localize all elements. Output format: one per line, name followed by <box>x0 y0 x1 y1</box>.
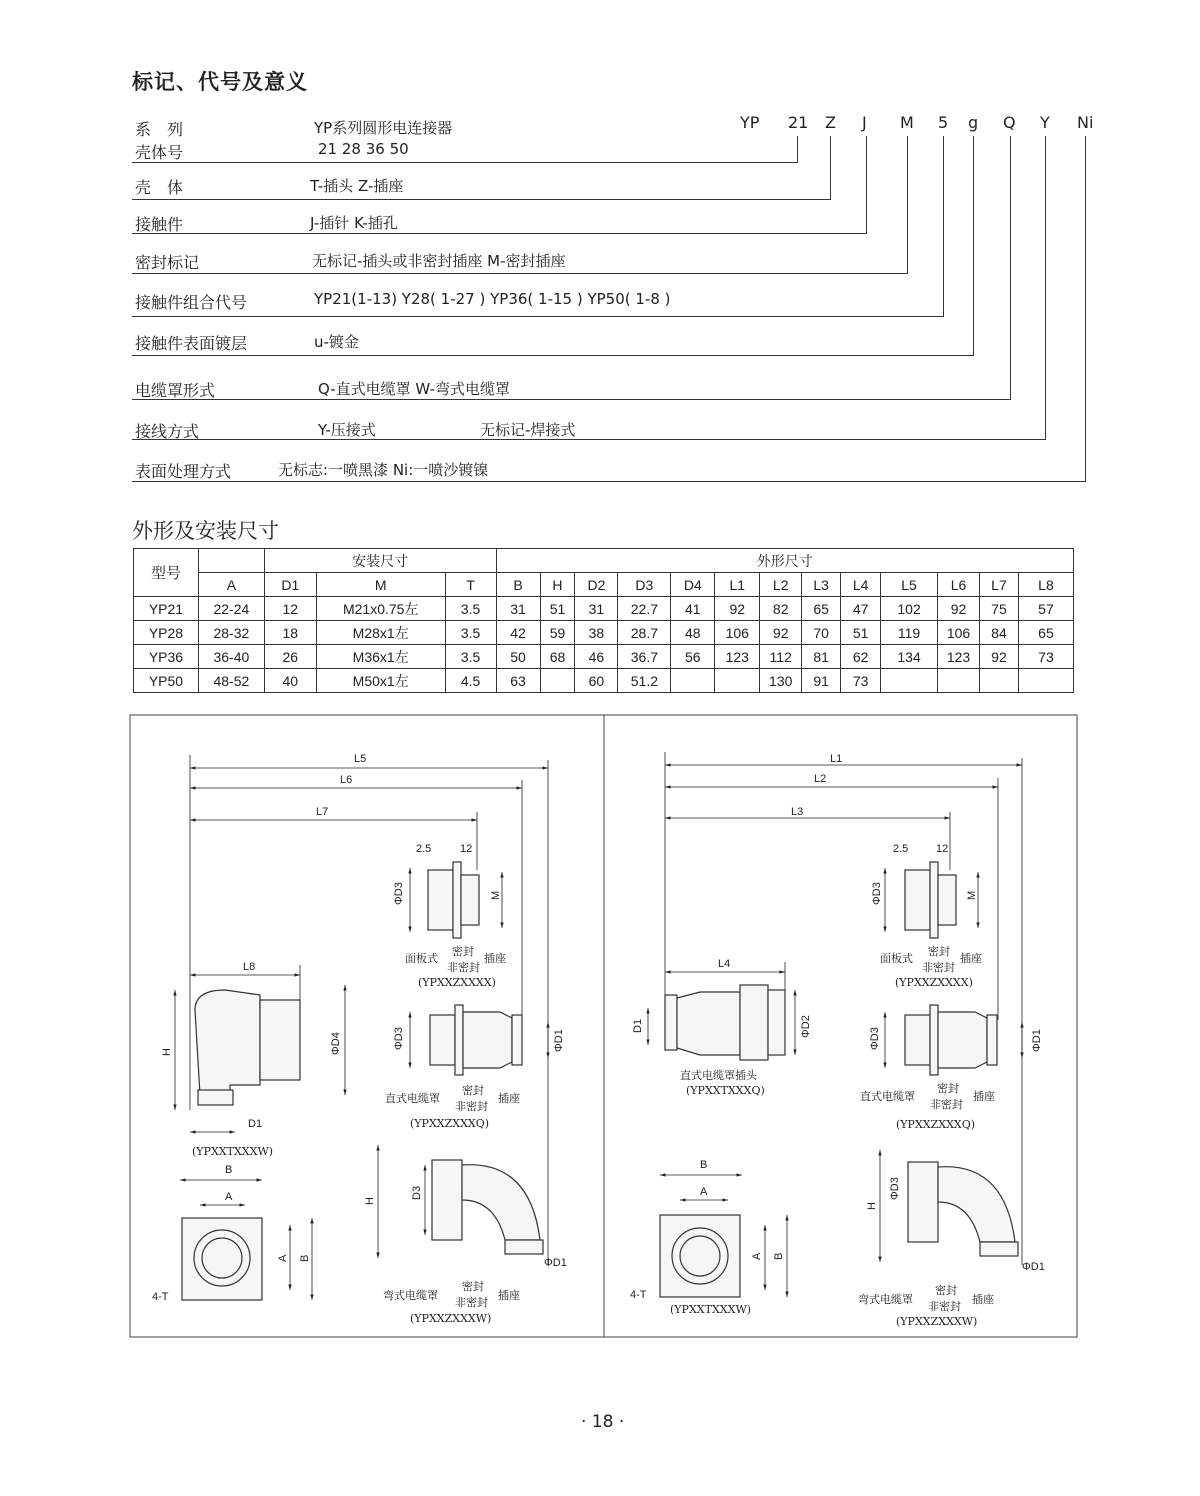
row-label: 壳 体 <box>135 178 184 197</box>
table-cell: 123 <box>938 645 980 669</box>
row-desc: 21 28 36 50 <box>318 140 409 158</box>
caption: 插座 <box>972 1293 994 1306</box>
dim-d3: ΦD3 <box>393 882 405 905</box>
column-header: L8 <box>1018 573 1073 597</box>
table-cell: 36-40 <box>198 645 264 669</box>
column-header: H <box>540 573 575 597</box>
table-cell: 28.7 <box>618 621 671 645</box>
caption: 面板式 <box>405 952 438 965</box>
row-desc: YP系列圆形电连接器 <box>314 119 453 137</box>
row-desc: J-插针 K-插孔 <box>310 214 398 232</box>
column-header: L3 <box>802 573 841 597</box>
table-cell: 48 <box>671 621 715 645</box>
dim-a: A <box>225 1191 233 1203</box>
table-cell: 106 <box>715 621 760 645</box>
table-cell: 63 <box>496 669 540 693</box>
caption: 密封 <box>928 945 950 958</box>
table-cell: 40 <box>264 669 316 693</box>
table-cell: 59 <box>540 621 575 645</box>
table-cell: 92 <box>760 621 802 645</box>
table-cell: YP36 <box>134 645 199 669</box>
caption: 非密封 <box>455 1296 488 1309</box>
column-header: B <box>496 573 540 597</box>
caption: 弯式电缆罩 <box>858 1293 913 1306</box>
code-body: Z <box>825 113 836 132</box>
dim-b: B <box>299 1254 311 1262</box>
dim-d1: ΦD1 <box>553 1029 565 1052</box>
dim-b: B <box>700 1159 708 1171</box>
column-header: L1 <box>715 573 760 597</box>
column-header: D3 <box>618 573 671 597</box>
table-cell: 31 <box>496 597 540 621</box>
column-header: D1 <box>264 573 316 597</box>
dim-d4: ΦD4 <box>330 1032 342 1055</box>
dim-d1: ΦD1 <box>1022 1261 1045 1273</box>
code-wiring: Y <box>1040 113 1050 132</box>
table-cell: M36x1左 <box>316 645 445 669</box>
table-cell: 91 <box>802 669 841 693</box>
table-cell: 38 <box>575 621 618 645</box>
row-desc: Q-直式电缆罩 W-弯式电缆罩 <box>318 380 511 398</box>
table-cell: 92 <box>979 645 1018 669</box>
caption: 直式电缆罩 <box>385 1092 440 1105</box>
row-label: 壳体号 <box>135 143 184 162</box>
left-connector-shapes <box>182 862 543 1300</box>
dim-d3: ΦD3 <box>889 1177 901 1200</box>
caption: (YPXXZXXXW) <box>896 1315 978 1328</box>
dim-l6: L6 <box>340 774 353 786</box>
dim-d2: ΦD2 <box>800 1015 812 1038</box>
table-cell: 28-32 <box>198 621 264 645</box>
caption: 面板式 <box>880 952 913 965</box>
caption: 弯式电缆罩 <box>383 1289 438 1302</box>
table-cell: M21x0.75左 <box>316 597 445 621</box>
column-header: A <box>198 573 264 597</box>
table-cell: 75 <box>979 597 1018 621</box>
table-cell: 119 <box>881 621 938 645</box>
row-label: 接触件表面镀层 <box>135 334 248 353</box>
table-cell: M28x1左 <box>316 621 445 645</box>
table-cell: 65 <box>802 597 841 621</box>
column-header: L7 <box>979 573 1018 597</box>
caption: 密封 <box>462 1084 484 1097</box>
table-cell: 51 <box>841 621 881 645</box>
table-cell: 92 <box>938 597 980 621</box>
caption: (YPXXZXXXX) <box>418 976 496 989</box>
table-cell: 57 <box>1018 597 1073 621</box>
caption: (YPXXZXXXQ) <box>896 1118 976 1131</box>
column-header: L6 <box>938 573 980 597</box>
column-header: M <box>316 573 445 597</box>
table-cell: 81 <box>802 645 841 669</box>
row-desc: 无标记-插头或非密封插座 M-密封插座 <box>312 252 566 270</box>
table-cell: 102 <box>881 597 938 621</box>
code-plating: g <box>968 113 979 132</box>
table-cell: 51.2 <box>618 669 671 693</box>
table-cell: 3.5 <box>445 645 496 669</box>
caption: 密封 <box>452 945 474 958</box>
table-cell: 70 <box>802 621 841 645</box>
row-label: 接触件 <box>135 215 184 234</box>
section-title: 外形及安装尺寸 <box>132 519 279 543</box>
dim-12: 12 <box>936 843 949 855</box>
dim-d1: ΦD1 <box>544 1257 567 1269</box>
caption: 密封 <box>462 1280 484 1293</box>
column-header: D4 <box>671 573 715 597</box>
dim-m: M <box>490 890 502 900</box>
table-cell: 112 <box>760 645 802 669</box>
table-cell: 82 <box>760 597 802 621</box>
table-cell: 56 <box>671 645 715 669</box>
row-label: 表面处理方式 <box>135 462 232 481</box>
code-combo: 5 <box>938 113 949 132</box>
dim-l3: L3 <box>791 806 804 818</box>
row-desc: u-镀金 <box>314 333 359 351</box>
dim-d3: ΦD3 <box>393 1027 405 1050</box>
caption: 插座 <box>960 952 982 965</box>
table-cell: YP28 <box>134 621 199 645</box>
caption: (YPXXTXXXQ) <box>686 1084 765 1097</box>
table-cell: 26 <box>264 645 316 669</box>
dim-h: H <box>866 1202 878 1210</box>
row-desc: T-插头 Z-插座 <box>310 177 404 195</box>
dim-h: H <box>364 1197 376 1205</box>
dim-b: B <box>225 1164 233 1176</box>
table-cell: 31 <box>575 597 618 621</box>
row-desc: 无标记-焊接式 <box>480 421 576 439</box>
dim-l7: L7 <box>316 806 329 818</box>
table-cell: 84 <box>979 621 1018 645</box>
dim-l2: L2 <box>814 773 827 785</box>
table-cell: YP50 <box>134 669 199 693</box>
dim-a: A <box>751 1252 763 1260</box>
caption: 直式电缆罩 <box>860 1090 915 1103</box>
row-desc: 无标志:一喷黑漆 Ni:一喷沙镀镍 <box>278 461 489 479</box>
table-cell: 123 <box>715 645 760 669</box>
dim-d3: D3 <box>411 1185 423 1200</box>
dim-d1: D1 <box>248 1118 263 1130</box>
table-cell: 50 <box>496 645 540 669</box>
table-cell: 47 <box>841 597 881 621</box>
table-cell: 42 <box>496 621 540 645</box>
header-model: 型号 <box>134 549 199 597</box>
table-cell: 73 <box>841 669 881 693</box>
page-number: · 18 · <box>581 1412 625 1432</box>
dim-a: A <box>277 1254 289 1262</box>
dim-a: A <box>700 1186 708 1198</box>
table-cell: 60 <box>575 669 618 693</box>
table-cell: 51 <box>540 597 575 621</box>
column-header: L2 <box>760 573 802 597</box>
dim-d3: ΦD3 <box>869 1027 881 1050</box>
table-cell: 130 <box>760 669 802 693</box>
caption: (YPXXZXXXW) <box>410 1312 492 1325</box>
table-cell: 46 <box>575 645 618 669</box>
table-cell: 68 <box>540 645 575 669</box>
row-label: 系 列 <box>135 120 184 139</box>
dim-h: H <box>161 1048 173 1056</box>
row-label: 接线方式 <box>135 422 200 441</box>
dim-d1: D1 <box>632 1018 644 1033</box>
table-cell: 73 <box>1018 645 1073 669</box>
column-header: T <box>445 573 496 597</box>
code-contact: J <box>862 113 867 132</box>
row-label: 接触件组合代号 <box>135 293 248 312</box>
table-cell: 4.5 <box>445 669 496 693</box>
table-cell: 12 <box>264 597 316 621</box>
caption: 插座 <box>498 1092 520 1105</box>
caption: 密封 <box>935 1284 957 1297</box>
caption: (YPXXTXXXW) <box>670 1303 752 1316</box>
dim-d1: ΦD1 <box>1031 1029 1043 1052</box>
caption: (YPXXTXXXW) <box>192 1145 274 1158</box>
table-cell: YP21 <box>134 597 199 621</box>
column-header: L5 <box>881 573 938 597</box>
dim-d3: ΦD3 <box>871 882 883 905</box>
table-cell: 18 <box>264 621 316 645</box>
row-desc: Y-压接式 <box>318 421 376 439</box>
dim-m: M <box>966 890 978 900</box>
page-title: 标记、代号及意义 <box>132 70 308 94</box>
caption: 插座 <box>973 1090 995 1103</box>
table-cell: 92 <box>715 597 760 621</box>
caption: 插座 <box>484 952 506 965</box>
table-cell: 41 <box>671 597 715 621</box>
table-cell: 48-52 <box>198 669 264 693</box>
dim-l4: L4 <box>718 958 731 970</box>
code-seal: M <box>900 113 914 132</box>
table-cell: 134 <box>881 645 938 669</box>
dim-b: B <box>773 1252 785 1260</box>
table-cell: 3.5 <box>445 597 496 621</box>
code-cover: Q <box>1003 113 1016 132</box>
table-cell: 62 <box>841 645 881 669</box>
dim-4t: 4-T <box>152 1291 169 1303</box>
row-label: 电缆罩形式 <box>135 381 216 400</box>
caption: 直式电缆罩插头 <box>680 1069 757 1082</box>
table-cell: 36.7 <box>618 645 671 669</box>
dim-4t: 4-T <box>630 1289 647 1301</box>
row-desc: YP21(1-13) Y28( 1-27 ) YP36( 1-15 ) YP50( 1-8 ) <box>314 290 671 308</box>
dim-l1: L1 <box>830 753 843 765</box>
column-header: D2 <box>575 573 618 597</box>
column-header: L4 <box>841 573 881 597</box>
dim-2.5: 2.5 <box>416 843 432 855</box>
caption: 非密封 <box>455 1100 488 1113</box>
row-label: 密封标记 <box>135 253 200 272</box>
dim-l8: L8 <box>243 961 256 973</box>
table-cell: 106 <box>938 621 980 645</box>
caption: 非密封 <box>922 961 955 974</box>
caption: (YPXXZXXXX) <box>895 976 973 989</box>
caption: 非密封 <box>930 1098 963 1111</box>
header-outline: 外形尺寸 <box>496 549 1073 573</box>
table-cell: 22-24 <box>198 597 264 621</box>
dim-2.5: 2.5 <box>893 843 909 855</box>
dim-l5: L5 <box>354 753 367 765</box>
table-cell: M50x1左 <box>316 669 445 693</box>
header-install: 安装尺寸 <box>264 549 496 573</box>
caption: 非密封 <box>928 1300 961 1313</box>
code-yp: YP <box>740 113 760 132</box>
caption: (YPXXZXXXQ) <box>410 1117 490 1130</box>
table-cell: 65 <box>1018 621 1073 645</box>
caption: 插座 <box>498 1289 520 1302</box>
caption: 非密封 <box>447 961 480 974</box>
dim-12: 12 <box>460 843 473 855</box>
table-cell: 22.7 <box>618 597 671 621</box>
code-finish: Ni <box>1077 113 1094 132</box>
table-cell: 3.5 <box>445 621 496 645</box>
caption: 密封 <box>937 1082 959 1095</box>
code-shell: 21 <box>788 113 809 132</box>
